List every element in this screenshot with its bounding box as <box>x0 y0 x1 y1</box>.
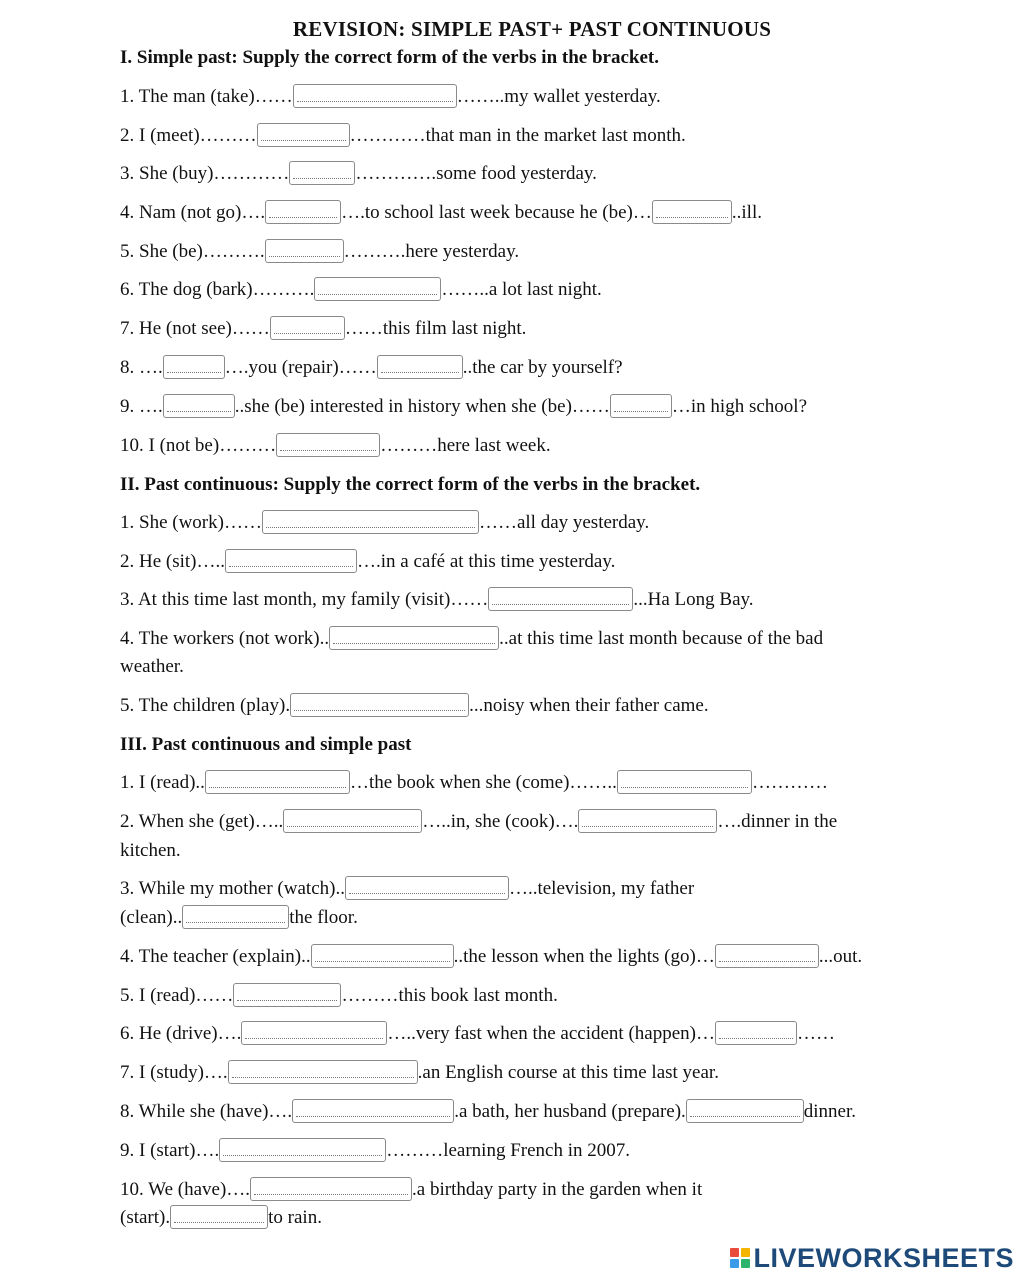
s3-question-4: 4. The teacher (explain).. ..the lesson when the lights (go)… ...out. <box>120 946 862 968</box>
answer-box-s2-q4[interactable] <box>329 626 499 650</box>
answer-box-s3-q4b[interactable] <box>715 944 819 968</box>
answer-box-s3-q4a[interactable] <box>311 944 454 968</box>
s3-question-3: 3. While my mother (watch).. …..television, my father <box>120 878 694 900</box>
answer-box-s1-q1[interactable] <box>293 84 457 108</box>
answer-box-s3-q3a[interactable] <box>345 876 509 900</box>
s1-question-6: 6. The dog (bark)………. ……..a lot last night. <box>120 279 602 301</box>
answer-box-s1-q2[interactable] <box>257 123 350 147</box>
answer-box-s3-q5[interactable] <box>233 983 341 1007</box>
s3-question-3-cont: (clean).. the floor. <box>120 907 358 929</box>
section-3-heading: III. Past continuous and simple past <box>120 734 412 755</box>
logo-text: LIVEWORKSHEETS <box>753 1242 1014 1273</box>
answer-box-s3-q1b[interactable] <box>617 770 752 794</box>
answer-box-s1-q8a[interactable] <box>163 355 225 379</box>
s1-question-7: 7. He (not see)…… ……this film last night. <box>120 318 526 340</box>
s2-question-4: 4. The workers (not work).. ..at this time last month because of the bad <box>120 628 823 650</box>
answer-box-s1-q4a[interactable] <box>265 200 341 224</box>
s1-question-8: 8. …. ….you (repair)…… ..the car by yourself? <box>120 357 623 379</box>
answer-box-s2-q5[interactable] <box>290 693 469 717</box>
answer-box-s1-q6[interactable] <box>314 277 441 301</box>
s1-question-5: 5. She (be)………. ……….here yesterday. <box>120 241 519 263</box>
s3-question-5: 5. I (read)…… ………this book last month. <box>120 985 558 1007</box>
s2-question-2: 2. He (sit)….. ….in a café at this time yesterday. <box>120 551 615 573</box>
section-1-heading: I. Simple past: Supply the correct form of the verbs in the bracket. <box>120 47 659 68</box>
answer-box-s3-q8b[interactable] <box>686 1099 804 1123</box>
answer-box-s1-q4b[interactable] <box>652 200 732 224</box>
answer-box-s3-q2b[interactable] <box>578 809 717 833</box>
answer-box-s1-q9b[interactable] <box>610 394 672 418</box>
s1-question-3: 3. She (buy)………… ………….some food yesterday. <box>120 163 597 185</box>
answer-box-s3-q2a[interactable] <box>283 809 422 833</box>
s1-question-10: 10. I (not be)……… ………here last week. <box>120 435 551 457</box>
s2-question-5: 5. The children (play). ...noisy when their father came. <box>120 695 709 717</box>
answer-box-s1-q7[interactable] <box>270 316 345 340</box>
s3-question-1: 1. I (read).. …the book when she (come)…….. ………… <box>120 772 828 794</box>
answer-box-s3-q10a[interactable] <box>250 1177 412 1201</box>
s3-question-10-cont: (start). to rain. <box>120 1207 322 1229</box>
answer-box-s1-q3[interactable] <box>289 161 355 185</box>
logo-block-red <box>730 1248 739 1257</box>
answer-box-s3-q9[interactable] <box>219 1138 386 1162</box>
logo-block-blue <box>730 1259 739 1268</box>
s3-question-9: 9. I (start)…. ………learning French in 2007. <box>120 1140 630 1162</box>
s1-question-1: 1. The man (take)…… ……..my wallet yesterday. <box>120 86 661 108</box>
answer-box-s3-q7[interactable] <box>228 1060 418 1084</box>
logo-block-green <box>741 1259 750 1268</box>
answer-box-s3-q10b[interactable] <box>170 1205 268 1229</box>
s3-question-8: 8. While she (have)…. .a bath, her husband (prepare). dinner. <box>120 1101 856 1123</box>
worksheet-title: REVISION: SIMPLE PAST+ PAST CONTINUOUS <box>292 17 772 41</box>
answer-box-s3-q8a[interactable] <box>292 1099 454 1123</box>
answer-box-s3-q6a[interactable] <box>241 1021 387 1045</box>
answer-box-s1-q5[interactable] <box>265 239 344 263</box>
s2-question-1: 1. She (work)…… ……all day yesterday. <box>120 512 649 534</box>
s2-question-4-cont: weather. <box>120 656 184 677</box>
s3-question-7: 7. I (study)…. .an English course at this time last year. <box>120 1062 719 1084</box>
logo-blocks-icon <box>730 1248 750 1268</box>
answer-box-s3-q1a[interactable] <box>205 770 350 794</box>
section-2-heading: II. Past continuous: Supply the correct form of the verbs in the bracket. <box>120 474 701 495</box>
s3-question-6: 6. He (drive)…. …..very fast when the accident (happen)… …… <box>120 1023 835 1045</box>
answer-box-s1-q10[interactable] <box>276 433 380 457</box>
s3-question-2-cont: kitchen. <box>120 840 181 861</box>
s1-question-4: 4. Nam (not go)…. ….to school last week because he (be)… ..ill. <box>120 202 762 224</box>
answer-box-s1-q8b[interactable] <box>377 355 463 379</box>
answer-box-s3-q6b[interactable] <box>715 1021 797 1045</box>
s3-question-10: 10. We (have)…. .a birthday party in the garden when it <box>120 1179 702 1201</box>
s3-question-2: 2. When she (get)….. …..in, she (cook)…. ….dinner in the <box>120 811 837 833</box>
logo-block-yellow <box>741 1248 750 1257</box>
answer-box-s2-q2[interactable] <box>225 549 357 573</box>
answer-box-s3-q3b[interactable] <box>182 905 289 929</box>
liveworksheets-logo <box>730 1243 1014 1273</box>
answer-box-s2-q1[interactable] <box>262 510 479 534</box>
answer-box-s1-q9a[interactable] <box>163 394 235 418</box>
s2-question-3: 3. At this time last month, my family (visit)…… ...Ha Long Bay. <box>120 589 754 611</box>
s1-question-9: 9. …. ..she (be) interested in history when she (be)…… …in high school? <box>120 396 807 418</box>
s1-question-2: 2. I (meet)……… …………that man in the market last month. <box>120 125 686 147</box>
answer-box-s2-q3[interactable] <box>488 587 633 611</box>
